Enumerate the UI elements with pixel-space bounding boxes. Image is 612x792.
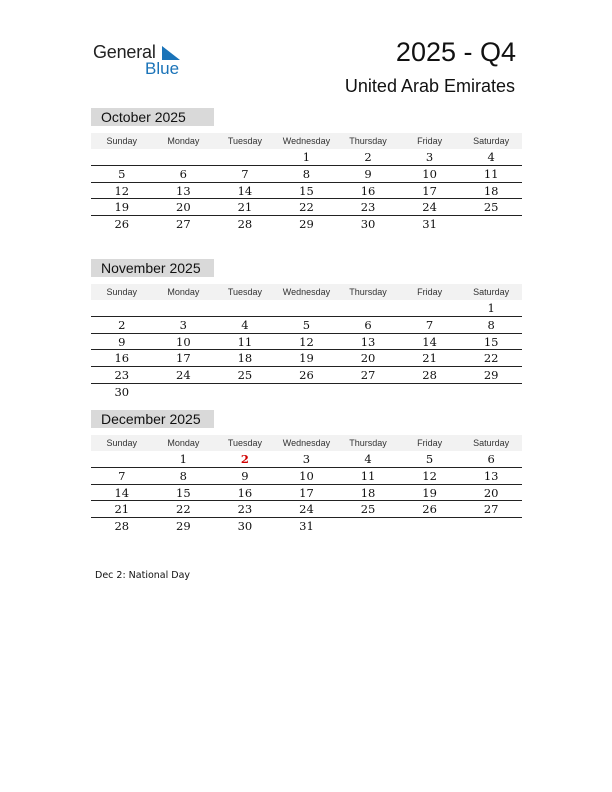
day-cell: 31	[422, 217, 437, 232]
day-cell: 17	[299, 485, 314, 500]
logo-text-general: General	[93, 42, 156, 62]
weekday-label: Tuesday	[227, 136, 262, 146]
day-cell: 10	[299, 468, 314, 483]
week-row	[91, 384, 522, 401]
day-cell: 28	[114, 519, 130, 534]
country-name: United Arab Emirates	[344, 76, 515, 96]
week-row	[91, 300, 522, 317]
week-row	[91, 518, 522, 535]
day-cell: 3	[179, 317, 187, 332]
month-block	[91, 410, 522, 535]
day-cell: 11	[483, 166, 499, 181]
month-title: November 2025	[91, 259, 214, 277]
week-row	[91, 451, 522, 468]
day-cell: 15	[483, 334, 499, 349]
day-cell: 27	[360, 368, 376, 383]
weekday-label: Monday	[167, 136, 200, 146]
day-cell: 11	[360, 468, 376, 483]
day-cell: 13	[483, 468, 499, 483]
day-cell	[460, 384, 522, 401]
day-cell: 26	[299, 368, 314, 383]
holiday-day-cell: 2	[240, 452, 249, 466]
day-cell	[214, 384, 276, 401]
weekday-label: Friday	[417, 438, 443, 448]
day-cell: 10	[176, 334, 191, 349]
day-cell	[91, 149, 153, 165]
day-cell: 16	[114, 351, 130, 366]
day-cell: 27	[176, 217, 191, 232]
day-cell: 1	[487, 301, 495, 315]
weekday-label: Thursday	[349, 438, 387, 448]
day-cell: 14	[114, 485, 130, 500]
day-cell: 18	[237, 351, 253, 366]
day-cell: 20	[360, 351, 376, 366]
week-row	[91, 149, 522, 166]
day-cell: 19	[299, 351, 314, 366]
day-cell: 10	[422, 166, 437, 181]
day-cell: 4	[364, 452, 372, 466]
day-cell: 8	[302, 166, 311, 181]
day-cell	[399, 518, 461, 535]
day-cell	[276, 384, 338, 401]
month-block	[91, 259, 522, 401]
day-cell	[276, 300, 338, 316]
week-row	[91, 350, 522, 367]
day-cell: 6	[364, 317, 372, 332]
day-cell: 26	[114, 217, 130, 232]
month-block	[91, 108, 522, 233]
day-cell: 14	[422, 334, 437, 349]
day-cell: 19	[114, 200, 130, 215]
day-cell: 17	[176, 351, 191, 366]
day-cell: 16	[360, 183, 376, 198]
day-cell: 24	[299, 502, 314, 517]
generalblue-logo	[93, 42, 193, 78]
weekday-label: Sunday	[106, 438, 138, 448]
weekday-label: Wednesday	[282, 287, 331, 297]
day-cell: 25	[360, 502, 376, 517]
day-cell: 18	[360, 485, 376, 500]
week-row	[91, 468, 522, 485]
day-cell: 15	[299, 183, 314, 198]
day-cell	[214, 149, 276, 165]
weekday-label: Thursday	[349, 287, 387, 297]
week-row	[91, 334, 522, 351]
day-cell	[337, 518, 399, 535]
day-cell: 30	[237, 519, 253, 534]
day-cell: 13	[176, 183, 191, 198]
day-cell: 26	[422, 502, 437, 517]
week-row	[91, 367, 522, 384]
day-cell: 27	[483, 502, 499, 517]
weekday-label: Saturday	[473, 438, 510, 448]
day-cell: 5	[425, 452, 434, 466]
day-cell: 4	[487, 150, 495, 164]
day-cell: 8	[487, 317, 495, 332]
day-cell: 12	[422, 468, 437, 483]
weekday-label: Saturday	[473, 287, 510, 297]
day-cell: 13	[360, 334, 376, 349]
month-title: October 2025	[91, 108, 214, 126]
week-row	[91, 183, 522, 200]
week-row	[91, 199, 522, 216]
week-row	[91, 501, 522, 518]
day-cell: 22	[483, 351, 499, 366]
day-cell: 14	[237, 183, 253, 198]
weekday-label: Tuesday	[227, 287, 262, 297]
week-row	[91, 216, 522, 233]
holiday-note: Dec 2: National Day	[95, 570, 191, 581]
day-cell: 29	[483, 368, 499, 383]
weekday-label: Monday	[167, 438, 200, 448]
day-cell: 8	[179, 468, 187, 483]
day-cell: 7	[425, 317, 434, 332]
weekday-label: Thursday	[349, 136, 387, 146]
day-cell	[153, 300, 215, 316]
weekday-header-row	[91, 435, 522, 451]
day-cell: 4	[241, 317, 249, 332]
day-cell: 28	[422, 368, 437, 383]
day-cell: 11	[237, 334, 253, 349]
day-cell	[399, 384, 461, 401]
day-cell: 1	[179, 452, 187, 466]
day-cell: 20	[176, 200, 191, 215]
day-cell	[214, 300, 276, 316]
day-cell: 1	[302, 150, 311, 164]
day-cell: 12	[299, 334, 314, 349]
day-cell	[91, 300, 153, 316]
day-cell: 12	[114, 183, 130, 198]
day-cell: 7	[241, 166, 249, 181]
day-cell: 19	[422, 485, 437, 500]
week-row	[91, 166, 522, 183]
weekday-label: Friday	[417, 136, 443, 146]
day-cell: 23	[114, 368, 130, 383]
weekday-label: Friday	[417, 287, 443, 297]
day-cell: 5	[302, 317, 311, 332]
day-cell: 3	[302, 452, 311, 466]
day-cell	[153, 384, 215, 401]
day-cell: 17	[422, 183, 437, 198]
day-cell: 21	[422, 351, 437, 366]
day-cell: 3	[425, 150, 434, 164]
week-row	[91, 485, 522, 502]
day-cell	[460, 216, 522, 233]
day-cell: 28	[237, 217, 253, 232]
day-cell	[153, 149, 215, 165]
day-cell: 23	[237, 502, 253, 517]
weekday-header-row	[91, 133, 522, 149]
day-cell: 15	[176, 485, 191, 500]
day-cell: 24	[176, 368, 191, 383]
day-cell	[399, 300, 461, 316]
day-cell: 2	[364, 150, 372, 164]
day-cell: 6	[487, 452, 495, 466]
day-cell: 21	[114, 502, 130, 517]
day-cell: 21	[237, 200, 253, 215]
day-cell	[337, 300, 399, 316]
page-title: 2025 - Q4	[395, 37, 516, 67]
day-cell	[460, 518, 522, 535]
day-cell: 30	[114, 384, 130, 399]
day-cell: 29	[176, 519, 191, 534]
day-cell: 2	[118, 317, 126, 332]
weekday-header-row	[91, 284, 522, 300]
day-cell: 6	[179, 166, 187, 181]
weekday-label: Wednesday	[282, 438, 331, 448]
weekday-label: Wednesday	[282, 136, 331, 146]
day-cell: 9	[118, 334, 126, 349]
day-cell: 22	[176, 502, 191, 517]
day-cell: 5	[118, 166, 126, 181]
day-cell: 9	[364, 166, 372, 181]
weekday-label: Sunday	[106, 136, 138, 146]
day-cell: 30	[360, 217, 376, 232]
day-cell	[337, 384, 399, 401]
day-cell: 23	[360, 200, 376, 215]
day-cell: 7	[118, 468, 126, 483]
weekday-label: Saturday	[473, 136, 510, 146]
logo-text-blue: Blue	[145, 59, 180, 78]
weekday-label: Sunday	[106, 287, 138, 297]
day-cell: 29	[299, 217, 314, 232]
week-row	[91, 317, 522, 334]
day-cell: 18	[483, 183, 499, 198]
day-cell	[91, 451, 153, 467]
day-cell: 25	[237, 368, 253, 383]
day-cell: 25	[483, 200, 499, 215]
day-cell: 24	[422, 200, 437, 215]
day-cell: 16	[237, 485, 253, 500]
day-cell: 22	[299, 200, 314, 215]
day-cell: 31	[299, 519, 314, 534]
weekday-label: Monday	[167, 287, 200, 297]
day-cell: 9	[241, 468, 249, 483]
day-cell: 20	[483, 485, 499, 500]
month-title: December 2025	[91, 410, 214, 428]
weekday-label: Tuesday	[227, 438, 262, 448]
